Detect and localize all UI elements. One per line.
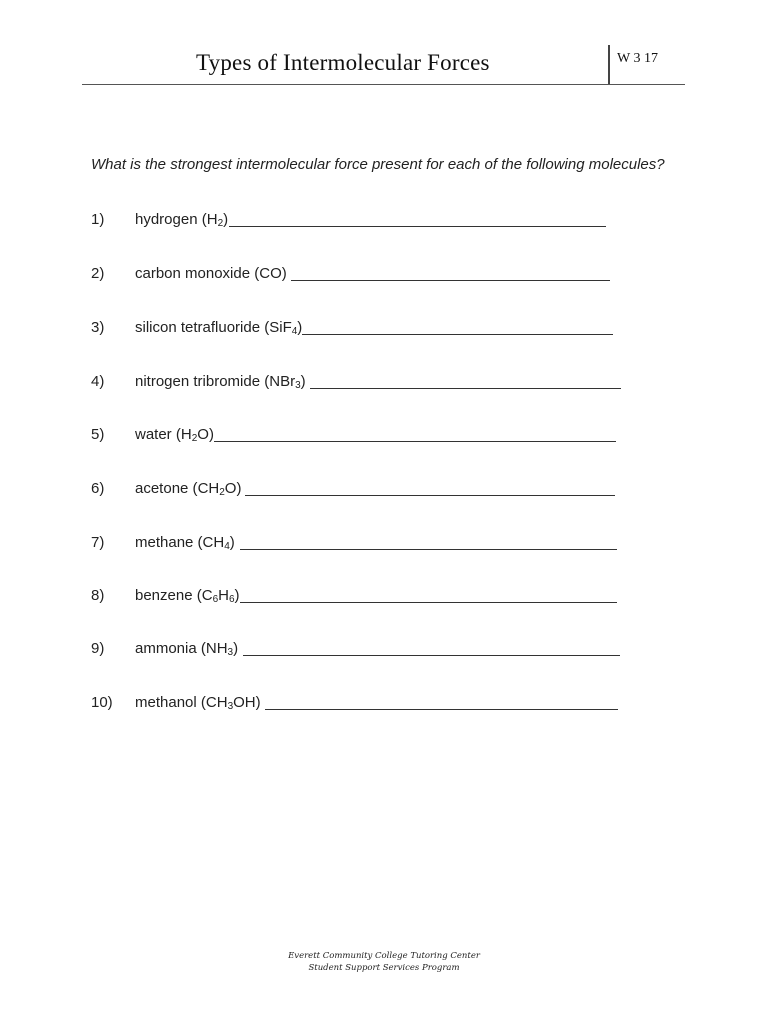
- molecule-formula: [198, 480, 237, 497]
- answer-blank[interactable]: [240, 549, 617, 550]
- formula-part: NBr: [269, 373, 296, 390]
- answer-blank[interactable]: [302, 334, 613, 335]
- molecule-label: water $(H_2O)$: [135, 426, 214, 444]
- molecule-label: acetone $(CH_2O)$: [135, 480, 242, 498]
- molecule-formula: [181, 426, 209, 443]
- molecule-formula: [269, 319, 297, 336]
- formula-part: CH: [202, 534, 225, 551]
- question-number: 10): [91, 694, 113, 711]
- formula-part: CO: [259, 265, 282, 282]
- question-prompt: What is the strongest intermolecular force present for each of the following molecules?: [91, 156, 665, 173]
- molecule-formula: [269, 373, 300, 390]
- formula-part: C: [201, 587, 213, 604]
- molecule-label: ammonia $(NH_3)$: [135, 640, 239, 658]
- answer-blank[interactable]: [245, 495, 615, 496]
- formula-subscript: 4: [224, 541, 230, 552]
- molecule-name: silicon tetrafluoride: [135, 319, 261, 336]
- answer-blank[interactable]: [243, 655, 620, 656]
- formula-subscript: 2: [217, 218, 224, 229]
- answer-blank[interactable]: [265, 709, 618, 710]
- molecule-name: ammonia: [135, 640, 197, 657]
- molecule-label: benzene $(C_6H_6)$: [135, 587, 240, 605]
- formula-part: CH: [205, 694, 228, 711]
- formula-subscript: 3: [295, 380, 301, 391]
- formula-subscript: 3: [227, 701, 234, 712]
- question-number: 1): [91, 211, 105, 228]
- formula-subscript: 3: [227, 647, 234, 658]
- formula-part: H: [180, 426, 192, 443]
- molecule-name: benzene: [135, 587, 193, 604]
- molecule-name: acetone: [135, 480, 189, 497]
- molecule-name: methane: [135, 534, 194, 551]
- worksheet-code: W 3 17: [617, 51, 658, 66]
- answer-blank[interactable]: [310, 388, 621, 389]
- formula-part: O: [224, 480, 237, 497]
- formula-part: CH: [197, 480, 220, 497]
- molecule-label: carbon monoxide (CO): [135, 265, 287, 282]
- formula-part: O: [197, 426, 209, 443]
- formula-subscript: 6: [212, 594, 219, 605]
- molecule-formula: [207, 211, 223, 228]
- molecule-name: hydrogen: [135, 211, 198, 228]
- formula-subscript: 6: [228, 594, 235, 605]
- question-number: 8): [91, 587, 105, 604]
- answer-blank[interactable]: [291, 280, 610, 281]
- question-number: 3): [91, 319, 105, 336]
- footer-line-1: Everett Community College Tutoring Center: [288, 951, 480, 961]
- header-vertical-divider: [608, 45, 610, 85]
- question-number: 4): [91, 373, 105, 390]
- header-divider: [82, 84, 685, 85]
- answer-blank[interactable]: [214, 441, 616, 442]
- answer-blank[interactable]: [229, 226, 606, 227]
- page-title: Types of Intermolecular Forces: [196, 50, 490, 75]
- molecule-label: silicon tetrafluoride (SiF$_4$): [135, 319, 303, 337]
- molecule-formula: [206, 640, 233, 657]
- molecule-formula: [203, 534, 230, 551]
- molecule-name: methanol: [135, 694, 197, 711]
- formula-part: NH: [205, 640, 228, 657]
- formula-subscript: 2: [191, 433, 198, 444]
- molecule-label: methanol $(CH_3OH)$: [135, 694, 261, 712]
- molecule-name: carbon monoxide: [135, 265, 251, 282]
- formula-part: H: [218, 587, 229, 604]
- question-number: 2): [91, 265, 105, 282]
- molecule-name: nitrogen tribromide: [135, 373, 261, 390]
- formula-subscript: 2: [219, 487, 225, 498]
- footer-line-2: Student Support Services Program: [308, 963, 460, 973]
- molecule-formula: [206, 694, 256, 711]
- question-number: 6): [91, 480, 105, 497]
- molecule-label: hydrogen $(H_2)$: [135, 211, 229, 229]
- question-number: 7): [91, 534, 105, 551]
- molecule-name: water: [135, 426, 172, 443]
- answer-blank[interactable]: [240, 602, 617, 603]
- formula-part: SiF: [269, 319, 292, 336]
- molecule-formula: [259, 265, 282, 282]
- question-number: 5): [91, 426, 105, 443]
- formula-part: OH: [233, 694, 256, 711]
- molecule-label: methane $(CH_4)$: [135, 534, 235, 552]
- molecule-label: nitrogen tribromide (NBr$_3$): [135, 373, 306, 391]
- formula-subscript: 4: [291, 326, 298, 337]
- molecule-formula: [202, 587, 235, 604]
- question-number: 9): [91, 640, 105, 657]
- formula-part: H: [206, 211, 218, 228]
